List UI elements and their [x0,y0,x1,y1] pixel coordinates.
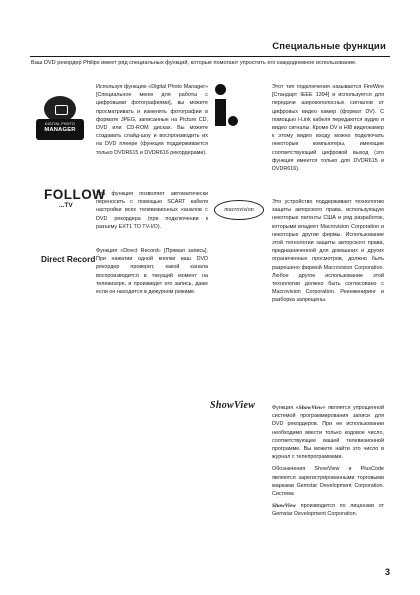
showview-paragraph-2: Обозначения ShowView и PlusCode являются зарегистрированными торговыми марками Gemstar Development Corporation. Система [272,466,384,498]
macrovision-logo: macrovision [214,200,264,220]
showview-brand-inline-2: ShowView [272,503,296,510]
ilink-icon [212,84,240,130]
page-number: 3 [384,567,390,577]
macrovision-description: Это устройство поддерживает технологию защиты авторского права, использующую некоторые патенты США и ряд разработок, которыми владеет Macrovision Corporation и некоторые другие фирмы. Использование этой технологии защиты авторского права, предназначенной для домашних и других ограниченных просмотров, должно быть разрешено фирмой Macrovision Corporation. Любое другое использование этой технологии должно быть согласовано с Macrovision Corporation. Реинжениринг и разборка запрещены. [272,199,384,304]
ilink-description: Этот тип подключения называется FireWire [Стандарт IEEE 1394] и используется для передачи широкополосных сигналов от цифровых видео камер (формат DV). С помощью i-Link кабеля передаются аудио и видео сигналы. Кроме DV и HI8 видеокамер к этому видео входу можно подключать некоторые компьютеры, имеющие соответствующий цифровой выход (это функция имеется только для DVDR615 и DVDR616). [272,84,384,173]
showview-paragraph-3: ShowView производится по лицензии от Gemstar Development Corporation. [272,503,384,518]
dpm-logo-line1: DIGITAL PHOTO [45,122,75,126]
follow-tv-logo-word1: FOLLOW [44,187,106,202]
page-title: Специальные функции [272,41,386,52]
showview-paragraph-1: Функция «ShowView» является упрощенной системой программирования записи для DVD рекордеров. При ее использовании необходимо ввести только кодовое число, соответствующее вашей телевизионной программе. Вы можете найти это число в журнал с телепрограммами. [272,405,384,461]
follow-tv-logo [44,187,106,215]
showview-brand-inline: ShowView [298,405,323,411]
follow-tv-description: Эта функция позволяет автоматически переносить с помощью SCART кабеля настройки всех телевизионных каналов с DVD рекордера (при подключении к разъему EXT1 TO TV-I/O). [96,191,208,230]
intro-text: Ваш DVD рекордер Philips имеет ряд специальных функций, которые помогают упростить его каждодневное использование. [31,60,357,66]
digital-photo-manager-logo [36,96,84,142]
direct-record-description: Функция «Direct Record» [Прямая запись]. При нажатии одной кнопки ваш DVD рекордер проверит, какой канала воспроизводится в текущий момент на телевизоре, и произведет его запись, даже если он находится в дежурном режиме. [96,248,208,296]
title-rule [30,56,390,57]
direct-record-logo: Direct Record [41,254,96,264]
dpm-logo-line2: MANAGER [44,127,76,133]
follow-tv-logo-word2: ...TV [59,202,73,209]
dpm-description: Используя функцию «Digital Photo Manager» [Специальное меню для работы с цифровыми фотографиями], вы можете просматривать и изменять фотографии в формате JPEG, записанные на Picture CD, DVD или CD-ROM дисках. Вы можете создавать слайд-шоу и воспроизводить их на DVD плеере (функция поддерживается только DVDR615 и DVDR616 рекордерами). [96,84,208,156]
showview-description [272,404,384,523]
showview-logo: ShowView [210,400,256,411]
